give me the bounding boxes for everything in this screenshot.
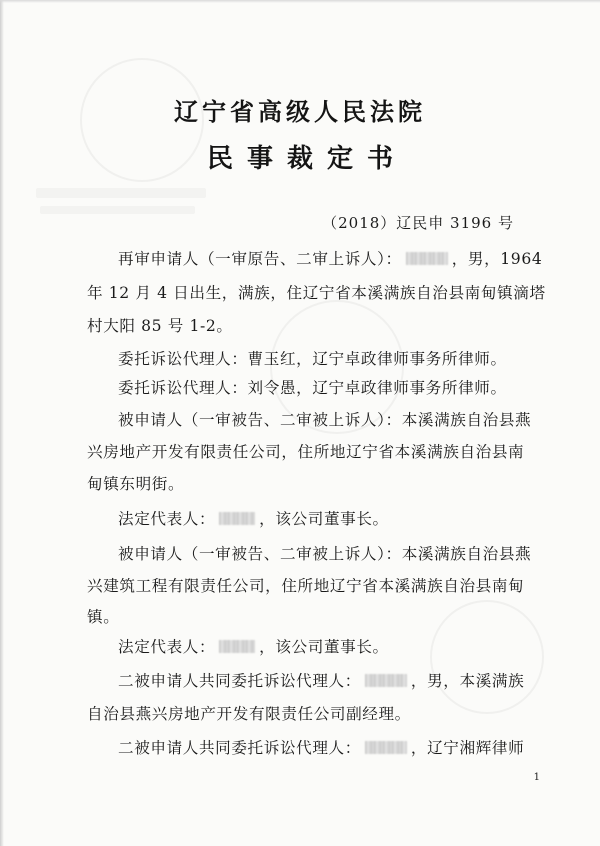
text-segment: ，该公司董事长。: [259, 638, 389, 656]
document-type-title: 民事裁定书: [206, 144, 407, 174]
paragraph-line: [118, 671, 524, 691]
text-segment: 二被申请人共同委托诉讼代理人：: [118, 739, 361, 757]
paragraph-line: 委托诉讼代理人：曹玉红，辽宁卓政律师事务所律师。: [118, 350, 507, 368]
redacted-name: [219, 512, 255, 525]
paragraph-line: [118, 509, 389, 529]
redacted-name: [365, 674, 407, 687]
faint-seal-bleed-bottom: [430, 600, 544, 714]
paragraph-line: [118, 249, 542, 269]
paragraph-line: 兴建筑工程有限责任公司，住所地辽宁省本溪满族自治县南甸: [87, 577, 525, 595]
paragraph-line: [118, 738, 524, 758]
faint-text-bleed: [36, 188, 206, 198]
paragraph-line: 兴房地产开发有限责任公司，住所地辽宁省本溪满族自治县南: [87, 443, 525, 461]
text-segment: 再审申请人（一审原告、二审上诉人）：: [118, 250, 402, 268]
redacted-name: [406, 252, 448, 265]
paragraph-line: 镇。: [87, 608, 120, 626]
text-segment: 法定代表人：: [118, 638, 216, 656]
text-segment: ，该公司董事长。: [259, 510, 389, 528]
paragraph-line: 年 12 月 4 日出生，满族，住辽宁省本溪满族自治县南甸镇滴塔: [87, 284, 546, 302]
case-number: （2018）辽民申 3196 号: [322, 214, 514, 232]
paragraph-line: 委托诉讼代理人：刘令愚，辽宁卓政律师事务所律师。: [118, 379, 507, 397]
faint-text-bleed: [40, 206, 195, 214]
text-segment: ，男，本溪满族: [410, 672, 525, 690]
paragraph-line: [118, 637, 389, 657]
text-segment: ，男，1964: [451, 250, 543, 268]
text-segment: 法定代表人：: [118, 510, 216, 528]
text-segment: 二被申请人共同委托诉讼代理人：: [118, 672, 361, 690]
redacted-name: [219, 640, 255, 653]
court-title: 辽宁省高级人民法院: [174, 97, 426, 126]
paragraph-line: 被申请人（一审被告、二审被上诉人）：本溪满族自治县燕: [118, 545, 532, 563]
paragraph-line: 村大阳 85 号 1-2。: [87, 317, 233, 335]
paragraph-line: 自治县燕兴房地产开发有限责任公司副经理。: [87, 705, 411, 723]
paragraph-line: 甸镇东明街。: [87, 475, 185, 493]
scan-edge-top: [0, 0, 600, 3]
paragraph-line: 被申请人（一审被告、二审被上诉人）：本溪满族自治县燕: [118, 411, 532, 429]
page-number: 1: [533, 772, 540, 783]
redacted-name: [365, 741, 407, 754]
text-segment: ，辽宁湘辉律师: [410, 739, 525, 757]
